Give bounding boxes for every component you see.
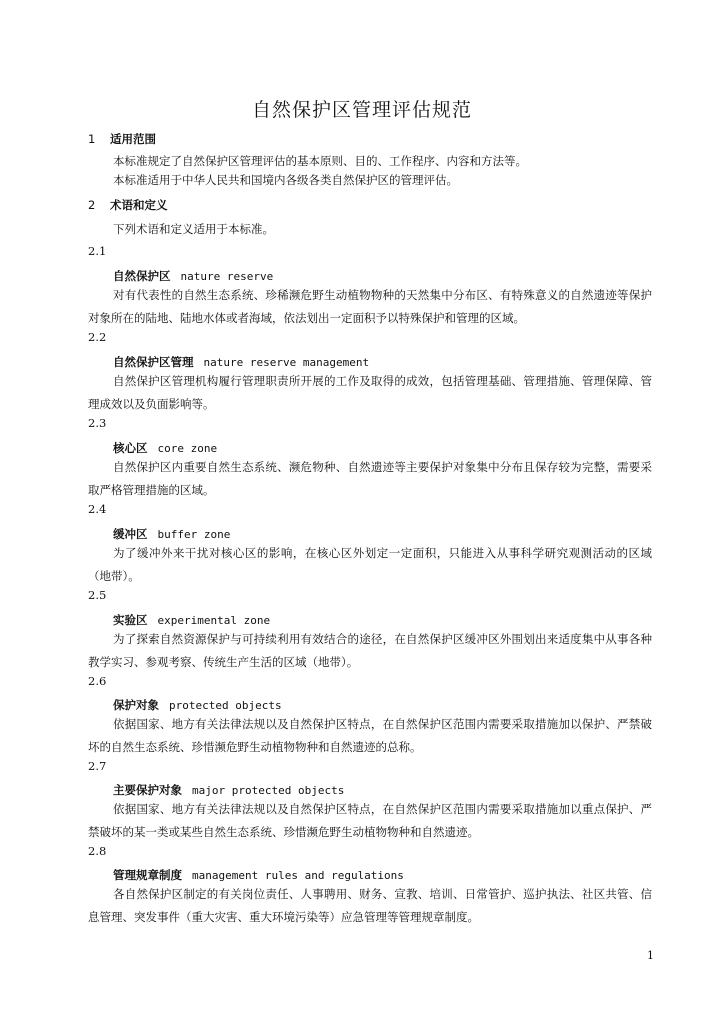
term-definition: 各自然保护区制定的有关岗位责任、人事聘用、财务、宣教、培训、日常管护、巡护执法、社区共管、信息管理、突发事件（重大灾害、重大环境污染等）应急管理等管理规章制度。	[88, 887, 652, 924]
term-chinese: 实验区	[113, 613, 148, 627]
term-definition: 依据国家、地方有关法律法规以及自然保护区特点，在自然保护区范围内需要采取措施加以保护、严禁破坏的自然生态系统、珍惜濒危野生动植物物种和自然遗迹的总称。	[88, 717, 652, 754]
term-chinese: 缓冲区	[113, 527, 148, 541]
paragraph: 本标准规定了自然保护区管理评估的基本原则、目的、工作程序、内容和方法等。	[113, 154, 527, 168]
clause-number: 2.7	[88, 759, 107, 773]
term-chinese: 自然保护区	[113, 269, 171, 283]
clause-number: 2.6	[88, 674, 107, 688]
term-english: nature reserve management	[203, 356, 370, 369]
section-title: 适用范围	[110, 132, 157, 146]
section-title: 术语和定义	[110, 198, 168, 212]
term-entry	[113, 526, 230, 542]
term-entry	[113, 782, 344, 798]
clause-number: 2.5	[88, 588, 107, 602]
clause-number: 2.3	[88, 416, 107, 430]
term-chinese: 核心区	[113, 441, 148, 455]
term-english: nature reserve	[180, 270, 274, 283]
term-definition: 依据国家、地方有关法律法规以及自然保护区特点，在自然保护区范围内需要采取措施加以重点保护、严禁破坏的某一类或某些自然生态系统、珍惜濒危野生动植物物种和自然遗迹。	[88, 802, 652, 839]
paragraph: 本标准适用于中华人民共和国境内各级各类自然保护区的管理评估。	[113, 173, 458, 187]
document-title: 自然保护区管理评估规范	[251, 99, 472, 121]
section-heading-2	[88, 197, 168, 213]
term-chinese: 自然保护区管理	[113, 355, 194, 369]
term-english: experimental zone	[157, 614, 271, 627]
term-definition: 为了探索自然资源保护与可持续利用有效结合的途径，在自然保护区缓冲区外围划出来适度集中从事各种教学实习、参观考察、传统生产生活的区域（地带）。	[88, 632, 652, 669]
term-english: protected objects	[169, 699, 282, 712]
term-chinese: 主要保护对象	[113, 783, 182, 797]
clause-number: 2.1	[88, 244, 107, 258]
section-number: 2	[88, 198, 96, 212]
term-definition: 对有代表性的自然生态系统、珍稀濒危野生动植物物种的天然集中分布区、有特殊意义的自然遗迹等保护对象所在的陆地、陆地水体或者海域，依法划出一定面积予以特殊保护和管理的区域。	[88, 288, 652, 325]
section-heading-1	[88, 131, 156, 147]
term-definition: 自然保护区内重要自然生态系统、濒危物种、自然遗迹等主要保护对象集中分布且保存较为完整，需要采取严格管理措施的区域。	[88, 460, 652, 497]
page-number: 1	[647, 949, 654, 962]
term-english: management rules and regulations	[192, 869, 404, 882]
term-entry	[113, 268, 273, 284]
term-entry	[113, 697, 282, 713]
term-english: major protected objects	[192, 784, 345, 797]
clause-number: 2.8	[88, 844, 107, 858]
section-number: 1	[88, 132, 96, 146]
term-entry	[113, 612, 270, 628]
term-entry	[113, 867, 404, 883]
term-chinese: 保护对象	[113, 698, 159, 712]
clause-number: 2.2	[88, 330, 107, 344]
term-definition: 为了缓冲外来干扰对核心区的影响，在核心区外划定一定面积，只能进入从事科学研究观测活动的区域（地带）。	[88, 546, 652, 583]
term-english: core zone	[157, 442, 218, 455]
term-english: buffer zone	[157, 528, 231, 541]
term-entry	[113, 354, 369, 370]
term-chinese: 管理规章制度	[113, 868, 182, 882]
term-definition: 自然保护区管理机构履行管理职责所开展的工作及取得的成效，包括管理基础、管理措施、管理保障、管理成效以及负面影响等。	[88, 374, 652, 411]
clause-number: 2.4	[88, 502, 107, 516]
paragraph: 下列术语和定义适用于本标准。	[113, 222, 274, 236]
term-entry	[113, 440, 217, 456]
